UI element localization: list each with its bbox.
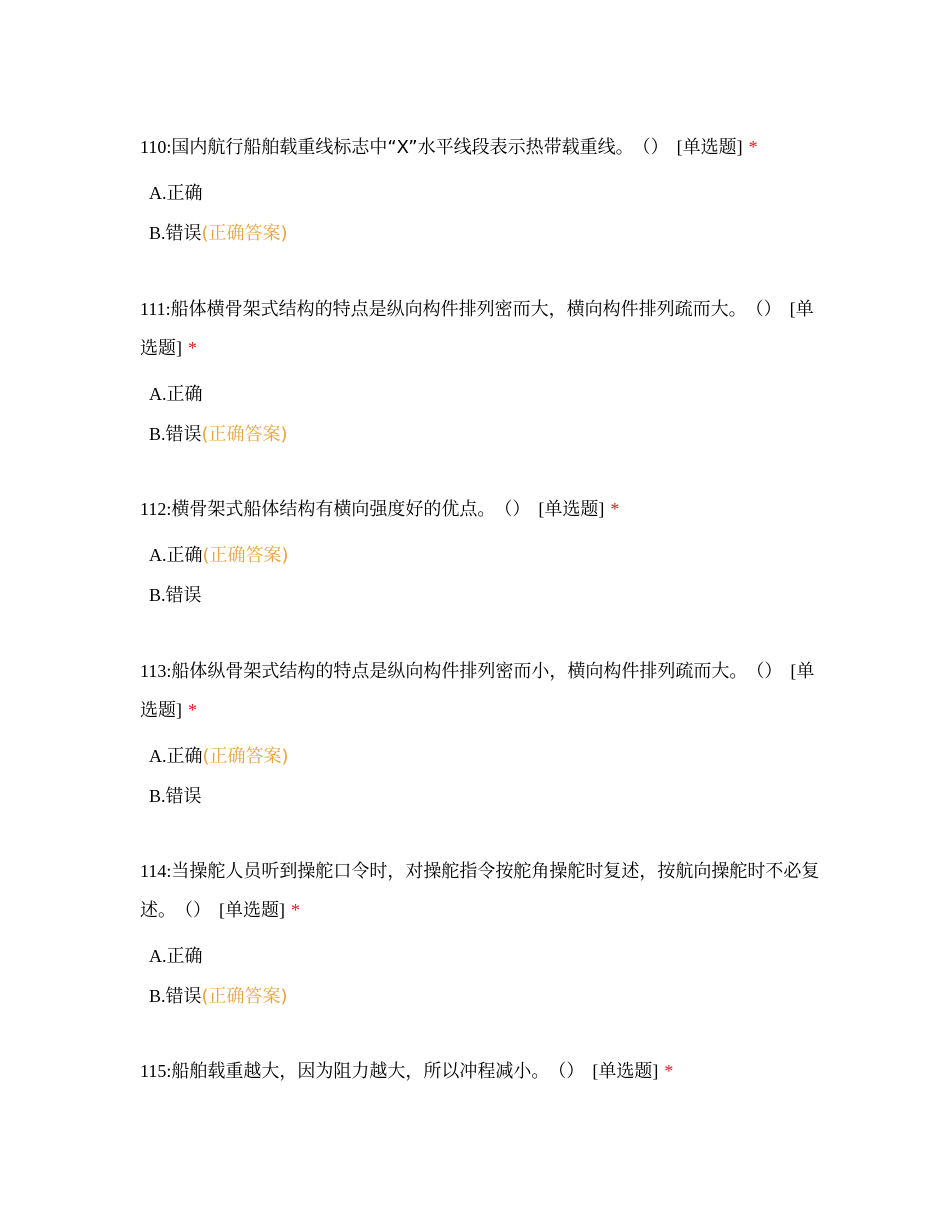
answer-blank: （）: [755, 661, 783, 681]
correct-answer-tag: (正确答案): [202, 545, 289, 566]
required-marker: *: [188, 338, 197, 358]
option-letter: B.: [149, 424, 166, 444]
option-a[interactable]: [149, 944, 820, 984]
question-type-label: [单选题]: [538, 499, 605, 519]
option-letter: B.: [149, 585, 166, 605]
question-body: 船舶载重越大，因为阻力越大，所以冲程减小。: [171, 1061, 550, 1082]
answer-blank: （）: [641, 137, 669, 157]
question-body: 国内航行船舶载重线标志中“X”水平线段表示热带载重线。: [171, 137, 634, 158]
question-type-label: [单选题]: [592, 1061, 659, 1081]
question-number: 112:: [140, 499, 172, 519]
option-a[interactable]: [149, 181, 820, 221]
question-number: 113:: [140, 661, 172, 681]
option-letter: A.: [149, 946, 167, 966]
option-b[interactable]: [149, 422, 820, 462]
correct-answer-tag: (正确答案): [202, 746, 289, 767]
answer-blank: （）: [557, 1061, 585, 1081]
option-letter: A.: [149, 183, 167, 203]
option-label: 错误: [165, 986, 202, 1007]
question-112: [140, 490, 820, 623]
question-text: [140, 852, 820, 930]
question-type-label: [单选题]: [140, 299, 814, 358]
question-115: [140, 1052, 820, 1091]
option-b[interactable]: [149, 221, 820, 261]
answer-blank: （）: [184, 900, 211, 920]
question-text: [140, 490, 820, 529]
answer-blank: （）: [503, 499, 531, 519]
required-marker: *: [748, 137, 758, 157]
question-number: 110:: [140, 137, 172, 157]
option-a[interactable]: [149, 543, 820, 583]
option-letter: B.: [149, 786, 166, 806]
required-marker: *: [610, 499, 620, 519]
question-114: [140, 852, 820, 1024]
question-body: 横骨架式船体结构有横向强度好的优点。: [171, 499, 496, 520]
option-label: 正确: [166, 946, 203, 967]
question-text: [140, 290, 820, 368]
question-text: [140, 128, 820, 167]
option-b[interactable]: [149, 784, 820, 824]
option-label: 错误: [165, 424, 202, 445]
question-body: 船体纵骨架式结构的特点是纵向构件排列密而小，横向构件排列疏而大。: [171, 661, 748, 682]
option-label: 正确: [166, 183, 203, 204]
correct-answer-tag: (正确答案): [201, 223, 288, 244]
correct-answer-tag: (正确答案): [201, 424, 288, 445]
question-type-label: [单选题]: [676, 137, 743, 157]
option-a[interactable]: [149, 744, 820, 784]
required-marker: *: [664, 1061, 674, 1081]
question-type-label: [单选题]: [219, 900, 285, 920]
question-text: [140, 652, 820, 730]
question-body: 当操舵人员听到操舵口令时，对操舵指令按舵角操舵时复述，按航向操舵时不必复述。: [140, 861, 820, 921]
option-letter: B.: [149, 223, 166, 243]
options-list: [140, 543, 820, 623]
options-list: [140, 944, 820, 1024]
option-label: 正确: [166, 746, 203, 767]
options-list: [140, 382, 820, 462]
option-letter: A.: [149, 384, 167, 404]
question-number: 114:: [140, 861, 172, 881]
option-letter: B.: [149, 986, 166, 1006]
required-marker: *: [188, 700, 197, 720]
option-label: 错误: [165, 223, 202, 244]
question-text: [140, 1052, 820, 1091]
option-label: 错误: [165, 786, 202, 807]
question-number: 111:: [140, 299, 171, 319]
option-a[interactable]: [149, 382, 820, 422]
option-b[interactable]: [149, 984, 820, 1024]
question-body: 船体横骨架式结构的特点是纵向构件排列密而大，横向构件排列疏而大。: [170, 299, 747, 320]
question-113: [140, 652, 820, 824]
option-b[interactable]: [149, 583, 820, 623]
answer-blank: （）: [754, 299, 782, 319]
question-111: [140, 290, 820, 462]
option-label: 正确: [166, 384, 203, 405]
correct-answer-tag: (正确答案): [201, 986, 288, 1007]
option-label: 正确: [166, 545, 203, 566]
options-list: [140, 744, 820, 824]
options-list: [140, 181, 820, 261]
option-letter: A.: [149, 746, 167, 766]
question-110: [140, 128, 820, 261]
question-type-label: [单选题]: [140, 661, 815, 720]
required-marker: *: [291, 900, 300, 920]
option-letter: A.: [149, 545, 167, 565]
option-label: 错误: [165, 585, 202, 606]
question-number: 115:: [140, 1061, 172, 1081]
